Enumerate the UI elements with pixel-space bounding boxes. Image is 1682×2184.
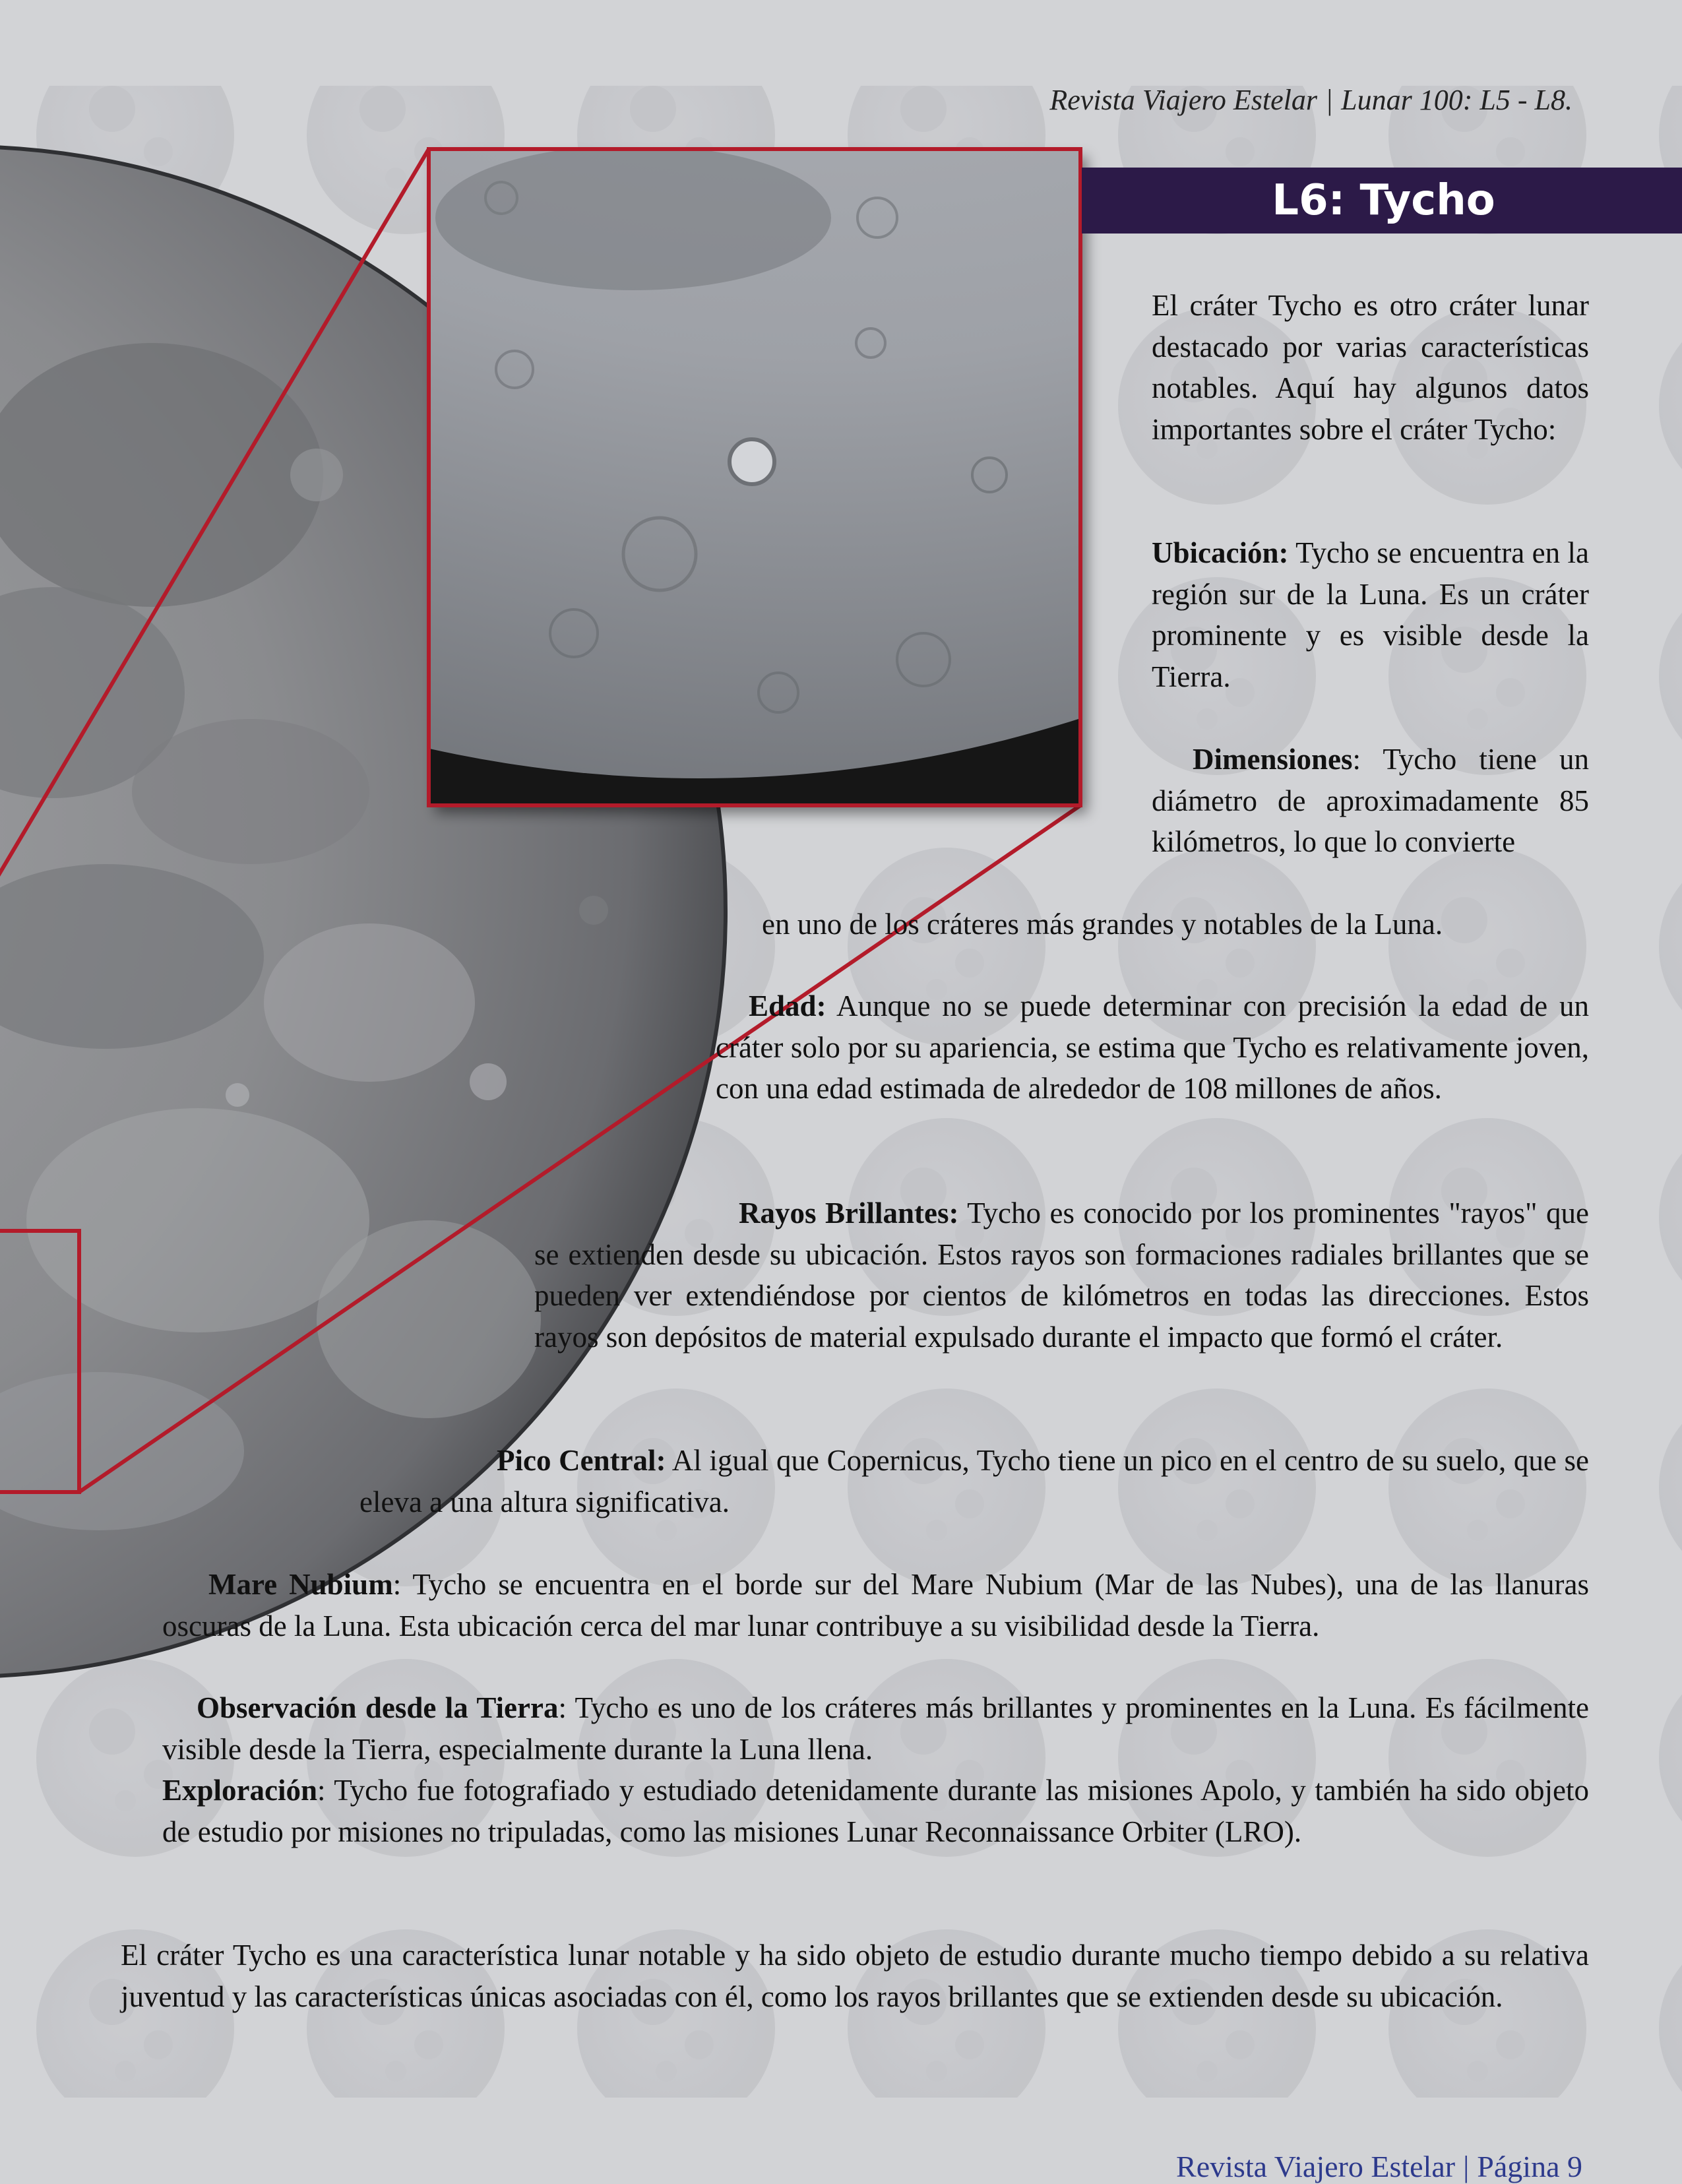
conclusion-paragraph: El cráter Tycho es una característica lunar notable y ha sido objeto de estudio durante mucho tiempo debido a su relativa juventud y las características únicas asociadas con él, como los rayos brillantes que se extienden desde su ubicación. [121,1939,1589,2013]
rayos-label: Rayos Brillantes: [739,1197,959,1230]
header-separator: | [1325,84,1334,116]
dimensiones-text: : Tycho tiene un diámetro de aproximadamente 85 kilómetros, lo que lo convierte [1152,743,1589,858]
pico-paragraph [359,1440,1589,1522]
exploracion-text: : Tycho fue fotografiado y estudiado detenidamente durante las misiones Apolo, y también ha sido objeto de estudio por misiones no tripuladas, como las misiones Lunar Reconnaissance Orbiter (LRO). [162,1774,1589,1848]
header-section: Lunar 100: L5 - L8. [1341,84,1573,116]
observacion-label: Observación desde la Tierra [197,1691,559,1724]
page-number: Página 9 [1477,2150,1582,2183]
exploracion-label: Exploración [162,1774,318,1807]
exploracion-paragraph [162,1770,1589,1852]
running-header [726,83,1573,117]
ubicacion-paragraph [1152,532,1589,697]
pico-label: Pico Central: [497,1444,666,1477]
footer-magazine: Revista Viajero Estelar [1176,2150,1456,2183]
dimensiones-paragraph [1152,739,1589,863]
ubicacion-text: Tycho se encuentra en la región sur de la Luna. Es un cráter prominente y es visible desde la Tierra. [1152,536,1589,693]
rayos-paragraph [534,1193,1589,1357]
mare-text: : Tycho se encuentra en el borde sur del Mare Nubium (Mar de las Nubes), una de las llanuras oscuras de la Luna. Esta ubicación cerca del mar lunar contribuye a su visibilidad desde la Tierra. [162,1568,1589,1642]
mare-label: Mare Nubium [208,1568,393,1601]
footer-separator: | [1463,2150,1470,2183]
mare-nubium-paragraph [162,1564,1589,1646]
page-footer [923,2149,1582,2184]
rayos-text: Tycho es conocido por los prominentes "rayos" que se extienden desde su ubicación. Estos rayos son formaciones radiales brillantes que se pueden ver extendiéndose por cientos de kilómetros en todas las direcciones. Estos rayos son depósitos de material expulsado durante el impacto que formó el cráter. [534,1197,1589,1354]
intro-paragraph: El cráter Tycho es otro cráter lunar destacado por varias características notables. Aquí hay algunos datos importantes sobre el cráter Tycho: [1152,289,1589,446]
dimensiones-label: Dimensiones [1193,743,1353,776]
pico-text: Al igual que Copernicus, Tycho tiene un pico en el centro de su suelo, que se eleva a una altura significativa. [359,1444,1589,1518]
observacion-paragraph [162,1687,1589,1770]
edad-label: Edad: [749,989,826,1022]
observacion-text: : Tycho es uno de los cráteres más brillantes y prominentes en la Luna. Es fácilmente visible desde la Tierra, especialmente durante la Luna llena. [162,1691,1589,1766]
header-magazine: Revista Viajero Estelar [1049,84,1318,116]
dimensiones-paragraph-continued: en uno de los cráteres más grandes y notables de la Luna. [762,908,1443,941]
ubicacion-label: Ubicación: [1152,536,1289,569]
edad-text: Aunque no se puede determinar con precisión la edad de un cráter solo por su apariencia, se estima que Tycho es relativamente joven, con una edad estimada de alrededor de 108 millones de años. [716,989,1589,1105]
page-title: L6: Tycho [1272,176,1495,225]
edad-paragraph [716,985,1589,1109]
